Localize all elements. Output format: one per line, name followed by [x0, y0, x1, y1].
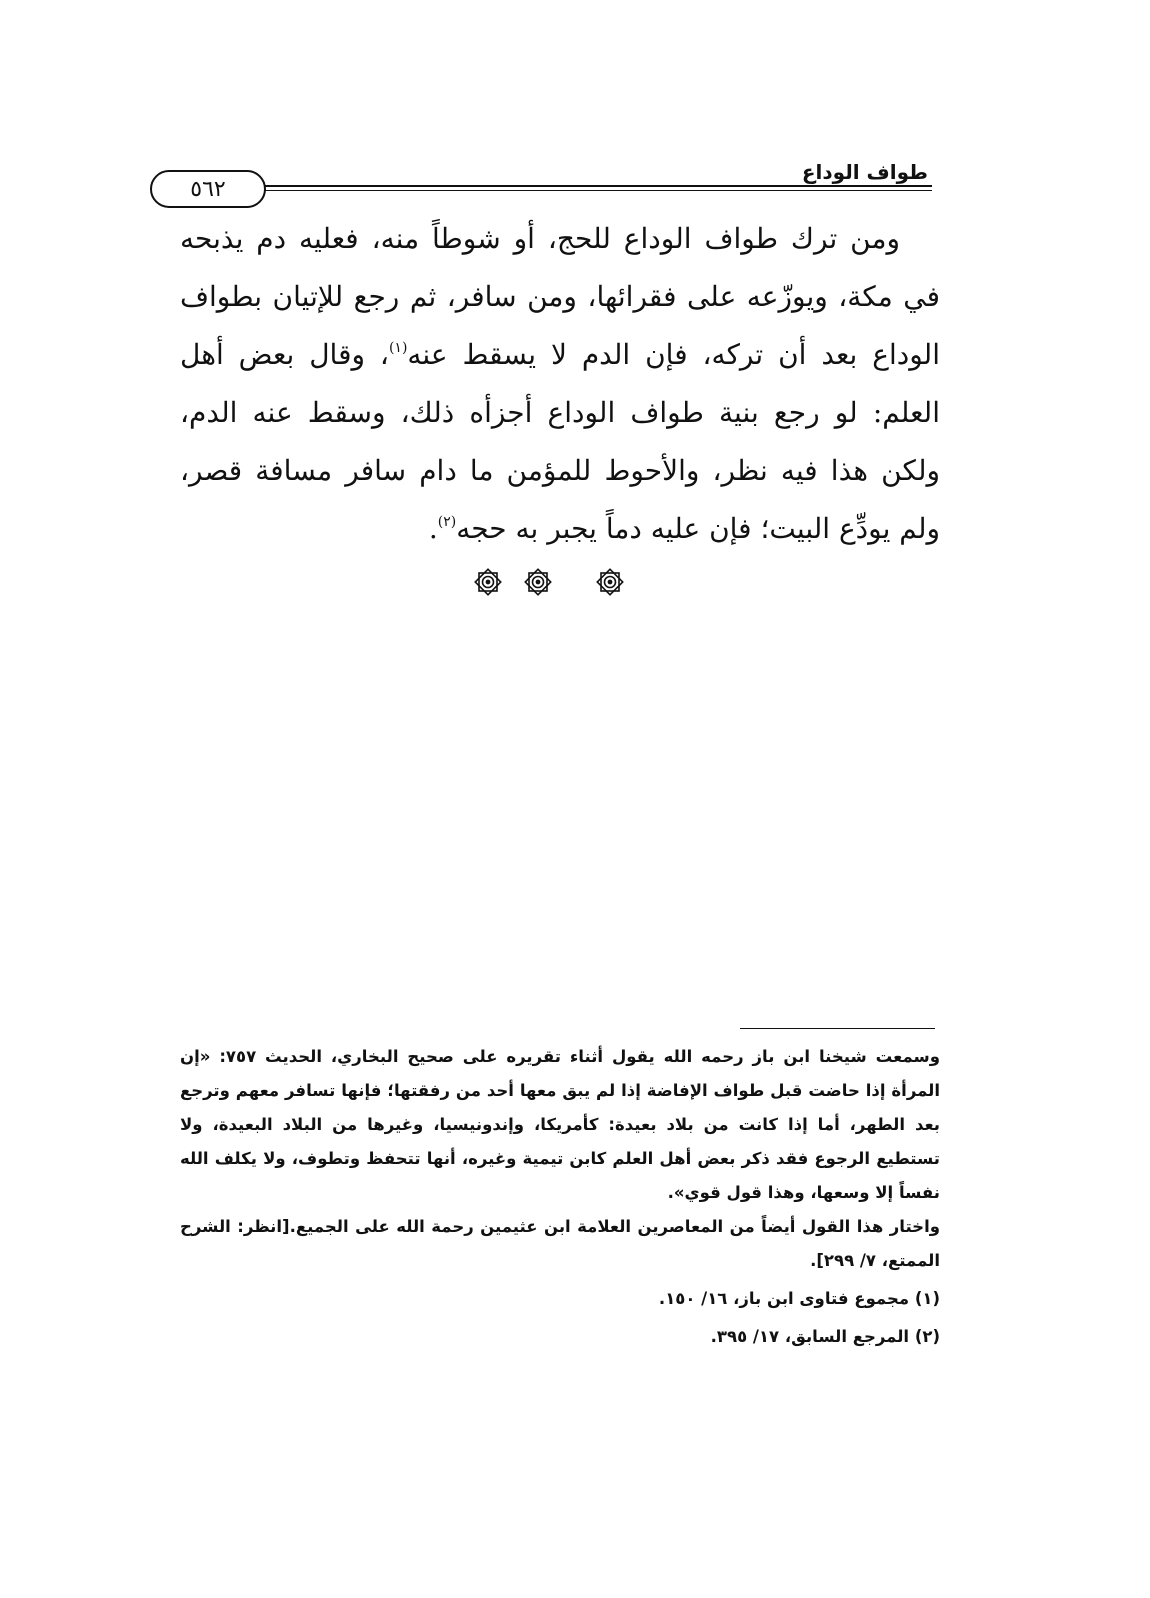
header-rule-top — [262, 185, 932, 187]
footnote-quote-paragraph: وسمعت شيخنا ابن باز رحمه الله يقول أثناء تقريره على صحيح البخاري، الحديث ٧٥٧: «إن المرأة إذا حاضت قبل طواف الإفاضة إذا لم يبق معها أحد من رفقتها؛ فإنها تسافر معهم وترجع بعد الطهر، أما إذا كانت من بلاد بعيدة: كأمريكا، وإندونيسيا، وغيرها من البلاد البعيدة، ولا تستطيع الرجوع فقد ذكر بعض أهل العلم كابن تيمية وغيره، أنها تتحفظ وتطوف، ولا يكلف الله نفساً إلا وسعها، وهذا قول قوي». — [180, 1047, 940, 1202]
running-title: طواف الوداع — [801, 160, 928, 184]
main-paragraph-text: ومن ترك طواف الوداع للحج، أو شوطاً منه، فعليه دم يذبحه في مكة، ويوزّعه على فقرائها، ومن سافر، ثم رجع للإتيان بطواف الوداع بعد أن تركه، فإن الدم لا يسقط عنه — [180, 222, 940, 371]
page-number: ٥٦٢ — [150, 170, 266, 208]
footnotes — [180, 1040, 940, 1354]
footnote-item-1: (١) مجموع فتاوى ابن باز، ١٦/ ١٥٠. — [658, 1289, 940, 1308]
header-rule-bottom — [262, 190, 932, 191]
ornament-flower-icon — [472, 566, 504, 598]
ornament-flower-icon — [522, 566, 554, 598]
main-paragraph-end: . — [428, 512, 438, 545]
main-paragraph-continued: ، وقال بعض أهل العلم: لو رجع بنية طواف الوداع أجزأه ذلك، وسقط عنه الدم، ولكن هذا فيه نظر، والأحوط للمؤمن ما دام سافر مسافة قصر، ولم يودِّع البيت؛ فإن عليه دماً يجبر به حجه — [180, 338, 940, 545]
ornament-flower-icon — [594, 566, 626, 598]
footnote-choice-paragraph: واختار هذا القول أيضاً من المعاصرين العلامة ابن عثيمين رحمة الله على الجميع.[انظر: الشرح الممتع، ٧/ ٢٩٩]. — [180, 1217, 940, 1270]
footnote-ref-1[interactable]: (١) — [388, 340, 408, 356]
main-text — [180, 210, 940, 558]
footnote-item-2: (٢) المرجع السابق، ١٧/ ٣٩٥. — [710, 1327, 940, 1346]
section-end-ornaments — [0, 566, 1150, 602]
footnote-ref-2[interactable]: (٢) — [437, 514, 457, 530]
footnote-separator — [740, 1028, 935, 1029]
main-paragraph — [180, 210, 940, 558]
